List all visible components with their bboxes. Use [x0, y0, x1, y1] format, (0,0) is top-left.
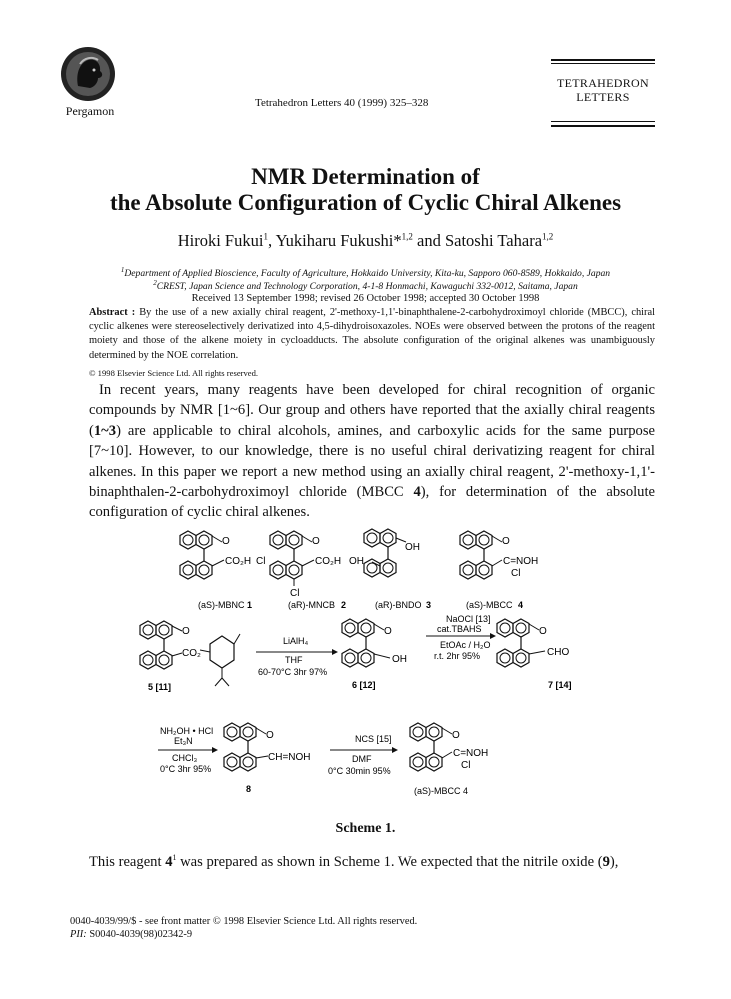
compound-8-ome: O [266, 730, 274, 741]
compound-3-oh-top: OH [405, 542, 420, 553]
reagent-4-bot: 0°C 30min 95% [328, 766, 391, 776]
compound-5-ester: CO₂ [182, 648, 201, 659]
author-sep-1: , [267, 231, 276, 250]
publisher-logo [60, 46, 116, 102]
scheme-caption: Scheme 1. [335, 821, 396, 836]
compound-3-number: 3 [426, 600, 432, 610]
reagent-4-mid: DMF [352, 754, 372, 764]
last-line-cmpd: 4 [165, 853, 173, 870]
compound-2-ome: O [312, 536, 320, 547]
compound-2-cl-left: Cl [256, 556, 266, 567]
author-3-affil: 1,2 [542, 231, 554, 242]
arrow-3-head [212, 747, 218, 753]
author-1-affil: 1 [263, 231, 268, 242]
compound-4-structure [460, 531, 502, 579]
arrow-4-head [392, 747, 398, 753]
product-substituent: C=NOH [453, 748, 489, 759]
compound-2-number: 2 [341, 600, 347, 610]
product-cl: Cl [461, 760, 471, 771]
reagent-2-bot: r.t. 2hr 95% [434, 651, 481, 661]
product-name: (aS)-MBCC 4 [414, 786, 469, 796]
compound-3-oh-left: OH [349, 556, 364, 567]
paper-title-line1: NMR Determination of [251, 164, 480, 189]
compound-2-cl-bottom: Cl [290, 588, 300, 599]
compound-1-structure [180, 531, 224, 579]
compound-8-label: 8 [246, 784, 252, 794]
intro-text-a: In recent years, many reagents have been developed for chiral recognition of organic compounds by NMR [1~6]. Our group and others have reported that the axially chiral reagents ( [89, 382, 655, 439]
compound-6-structure [342, 619, 390, 667]
last-line-c: was prepared as shown in Scheme 1. We expected that the nitrile oxide ( [176, 853, 603, 870]
reagent-4-top: NCS [15] [355, 734, 392, 744]
compound-3-structure [364, 529, 406, 577]
reagent-3-d: 0°C 3hr 95% [160, 764, 212, 774]
compound-1-number: 1 [247, 600, 253, 610]
last-line-sup: 1 [172, 853, 177, 862]
paper-title-line2: the Absolute Configuration of Cyclic Chiral Alkenes [109, 190, 622, 215]
compound-7-label: 7 [14] [548, 680, 572, 690]
journal-brand-line2: LETTERS [576, 90, 630, 104]
body-last-line [89, 853, 655, 871]
reagent-3-a: NH₂OH • HCl [160, 726, 214, 736]
author-2-affil: 1,2 [401, 231, 413, 242]
affiliation-2-mark: 2 [153, 279, 157, 287]
compound-7-ome: O [539, 626, 547, 637]
reagent-2-top2: cat.TBAHS [437, 624, 482, 634]
compound-4-name: (aS)-MBCC [466, 600, 513, 610]
compound-3-name: (aR)-BNDO [375, 600, 422, 610]
intro-text-c: ) are applicable to chiral alcohols, amines, and carboxylic acids for the same purpose [7~10]. However, to our knowledge, there is no useful chiral derivatizing reagent for chiral alkenes. In this paper we report a new method using an axially chiral reagent, 2'-methoxy-1,1'-binaphthalen-2-carbohydroximoyl chloride (MBCC [89, 422, 655, 501]
reagent-1-mid: THF [285, 655, 303, 665]
reagent-1-bot: 60-70°C 3hr 97% [258, 667, 328, 677]
affiliation-1-text: Department of Applied Bioscience, Faculty of Agriculture, Hokkaido University, Kita-ku, Sapporo 060-8589, Hokkaido, Japan [124, 268, 611, 280]
scheme-1 [0, 520, 731, 840]
abstract-label: Abstract : [89, 307, 136, 318]
product-ome: O [452, 730, 460, 741]
intro-ref-mbcc: 4 [413, 484, 421, 501]
footer-pii [70, 929, 192, 940]
compound-4-substituent: C=NOH [503, 556, 539, 567]
author-2: Yukiharu Fukushi* [275, 231, 402, 250]
compound-6-oh: OH [392, 654, 407, 665]
compound-5-label: 5 [11] [148, 682, 172, 692]
reagent-2-top: NaOCl [13] [446, 614, 491, 624]
compound-2-name: (aR)-MNCB [288, 600, 335, 610]
last-line-e: ), [609, 853, 619, 870]
compound-4-product-structure [410, 723, 452, 771]
compound-6-label: 6 [12] [352, 680, 376, 690]
affiliation-2 [0, 279, 731, 292]
last-line-a: This reagent [89, 853, 166, 870]
compound-5-ome: O [182, 626, 190, 637]
affiliation-2-text: CREST, Japan Science and Technology Corporation, 4-1-8 Honmachi, Kawaguchi 332-0012, Saitama, Japan [156, 281, 578, 293]
compound-2-substituent: CO₂H [315, 556, 342, 567]
abstract-text: By the use of a new axially chiral reagent, 2'-methoxy-1,1'-binaphthalene-2-carbohydroximoyl chloride (MBCC), chiral cyclic alkenes were stereoselectively derivatized into 4,5-dihydroisoxazoles. NOEs were observed between the protons of the reagent moiety and those of the alkene moiety in cycloadducts. The absolute configuration of the original alkenes was unambiguously determined by the NOE correlation. [89, 307, 656, 361]
journal-brand-line1: TETRAHEDRON [557, 76, 649, 90]
author-1: Hiroki Fukui [177, 231, 264, 250]
affiliation-1-mark: 1 [120, 266, 125, 274]
abstract [89, 306, 655, 363]
compound-4-number: 4 [518, 600, 524, 610]
compound-4-ome: O [502, 536, 510, 547]
footer-pii-label: PII: [70, 929, 87, 940]
intro-paragraph [89, 380, 655, 523]
reagent-1-top: LiAlH₄ [283, 636, 309, 646]
author-3: Satoshi Tahara [444, 231, 543, 250]
compound-1-ome: O [222, 536, 230, 547]
last-line-cmpd9: 9 [602, 853, 610, 870]
affiliation-1 [0, 266, 731, 279]
arrow-2-head [490, 633, 496, 639]
intro-text-e: ), for determination of the absolute configuration of cyclic chiral alkenes. [89, 484, 656, 521]
compound-6-ome: O [384, 626, 392, 637]
reagent-2-mid: EtOAc / H₂O [440, 640, 491, 650]
publisher-name: Pergamon [65, 104, 115, 118]
compound-1-substituent: CO₂H [225, 556, 252, 567]
received-dates: Received 13 September 1998; revised 26 October 1998; accepted 30 October 1998 [191, 293, 540, 304]
author-sep-2: and [412, 231, 445, 250]
compound-2-structure [270, 531, 314, 586]
brand-rule-top-thin [551, 63, 655, 64]
journal-brand [551, 76, 655, 104]
intro-ref-compounds: 1~3 [93, 422, 117, 439]
brand-rule-bottom-thin [551, 121, 655, 122]
arrow-1-head [332, 649, 338, 655]
compound-1-name: (aS)-MBNC [198, 600, 245, 610]
compound-7-cho: CHO [547, 647, 570, 658]
compound-4-cl: Cl [511, 568, 521, 579]
abstract-copyright: © 1998 Elsevier Science Ltd. All rights reserved. [89, 368, 259, 378]
brand-rule-top [551, 59, 655, 61]
footer-copyright: 0040-4039/99/$ - see front matter © 1998 Elsevier Science Ltd. All rights reserved. [70, 916, 418, 927]
reagent-3-c: CHCl₃ [172, 753, 198, 763]
author-list [0, 231, 731, 251]
footer-pii-value: S0040-4039(98)02342-9 [86, 929, 193, 940]
reagent-3-b: Et₃N [174, 736, 193, 746]
brand-rule-bottom [551, 125, 655, 127]
compound-7-structure [497, 619, 545, 667]
compound-8-oxime: CH=NOH [268, 752, 311, 763]
compound-8-structure [224, 723, 268, 771]
journal-reference: Tetrahedron Letters 40 (1999) 325–328 [255, 97, 429, 109]
